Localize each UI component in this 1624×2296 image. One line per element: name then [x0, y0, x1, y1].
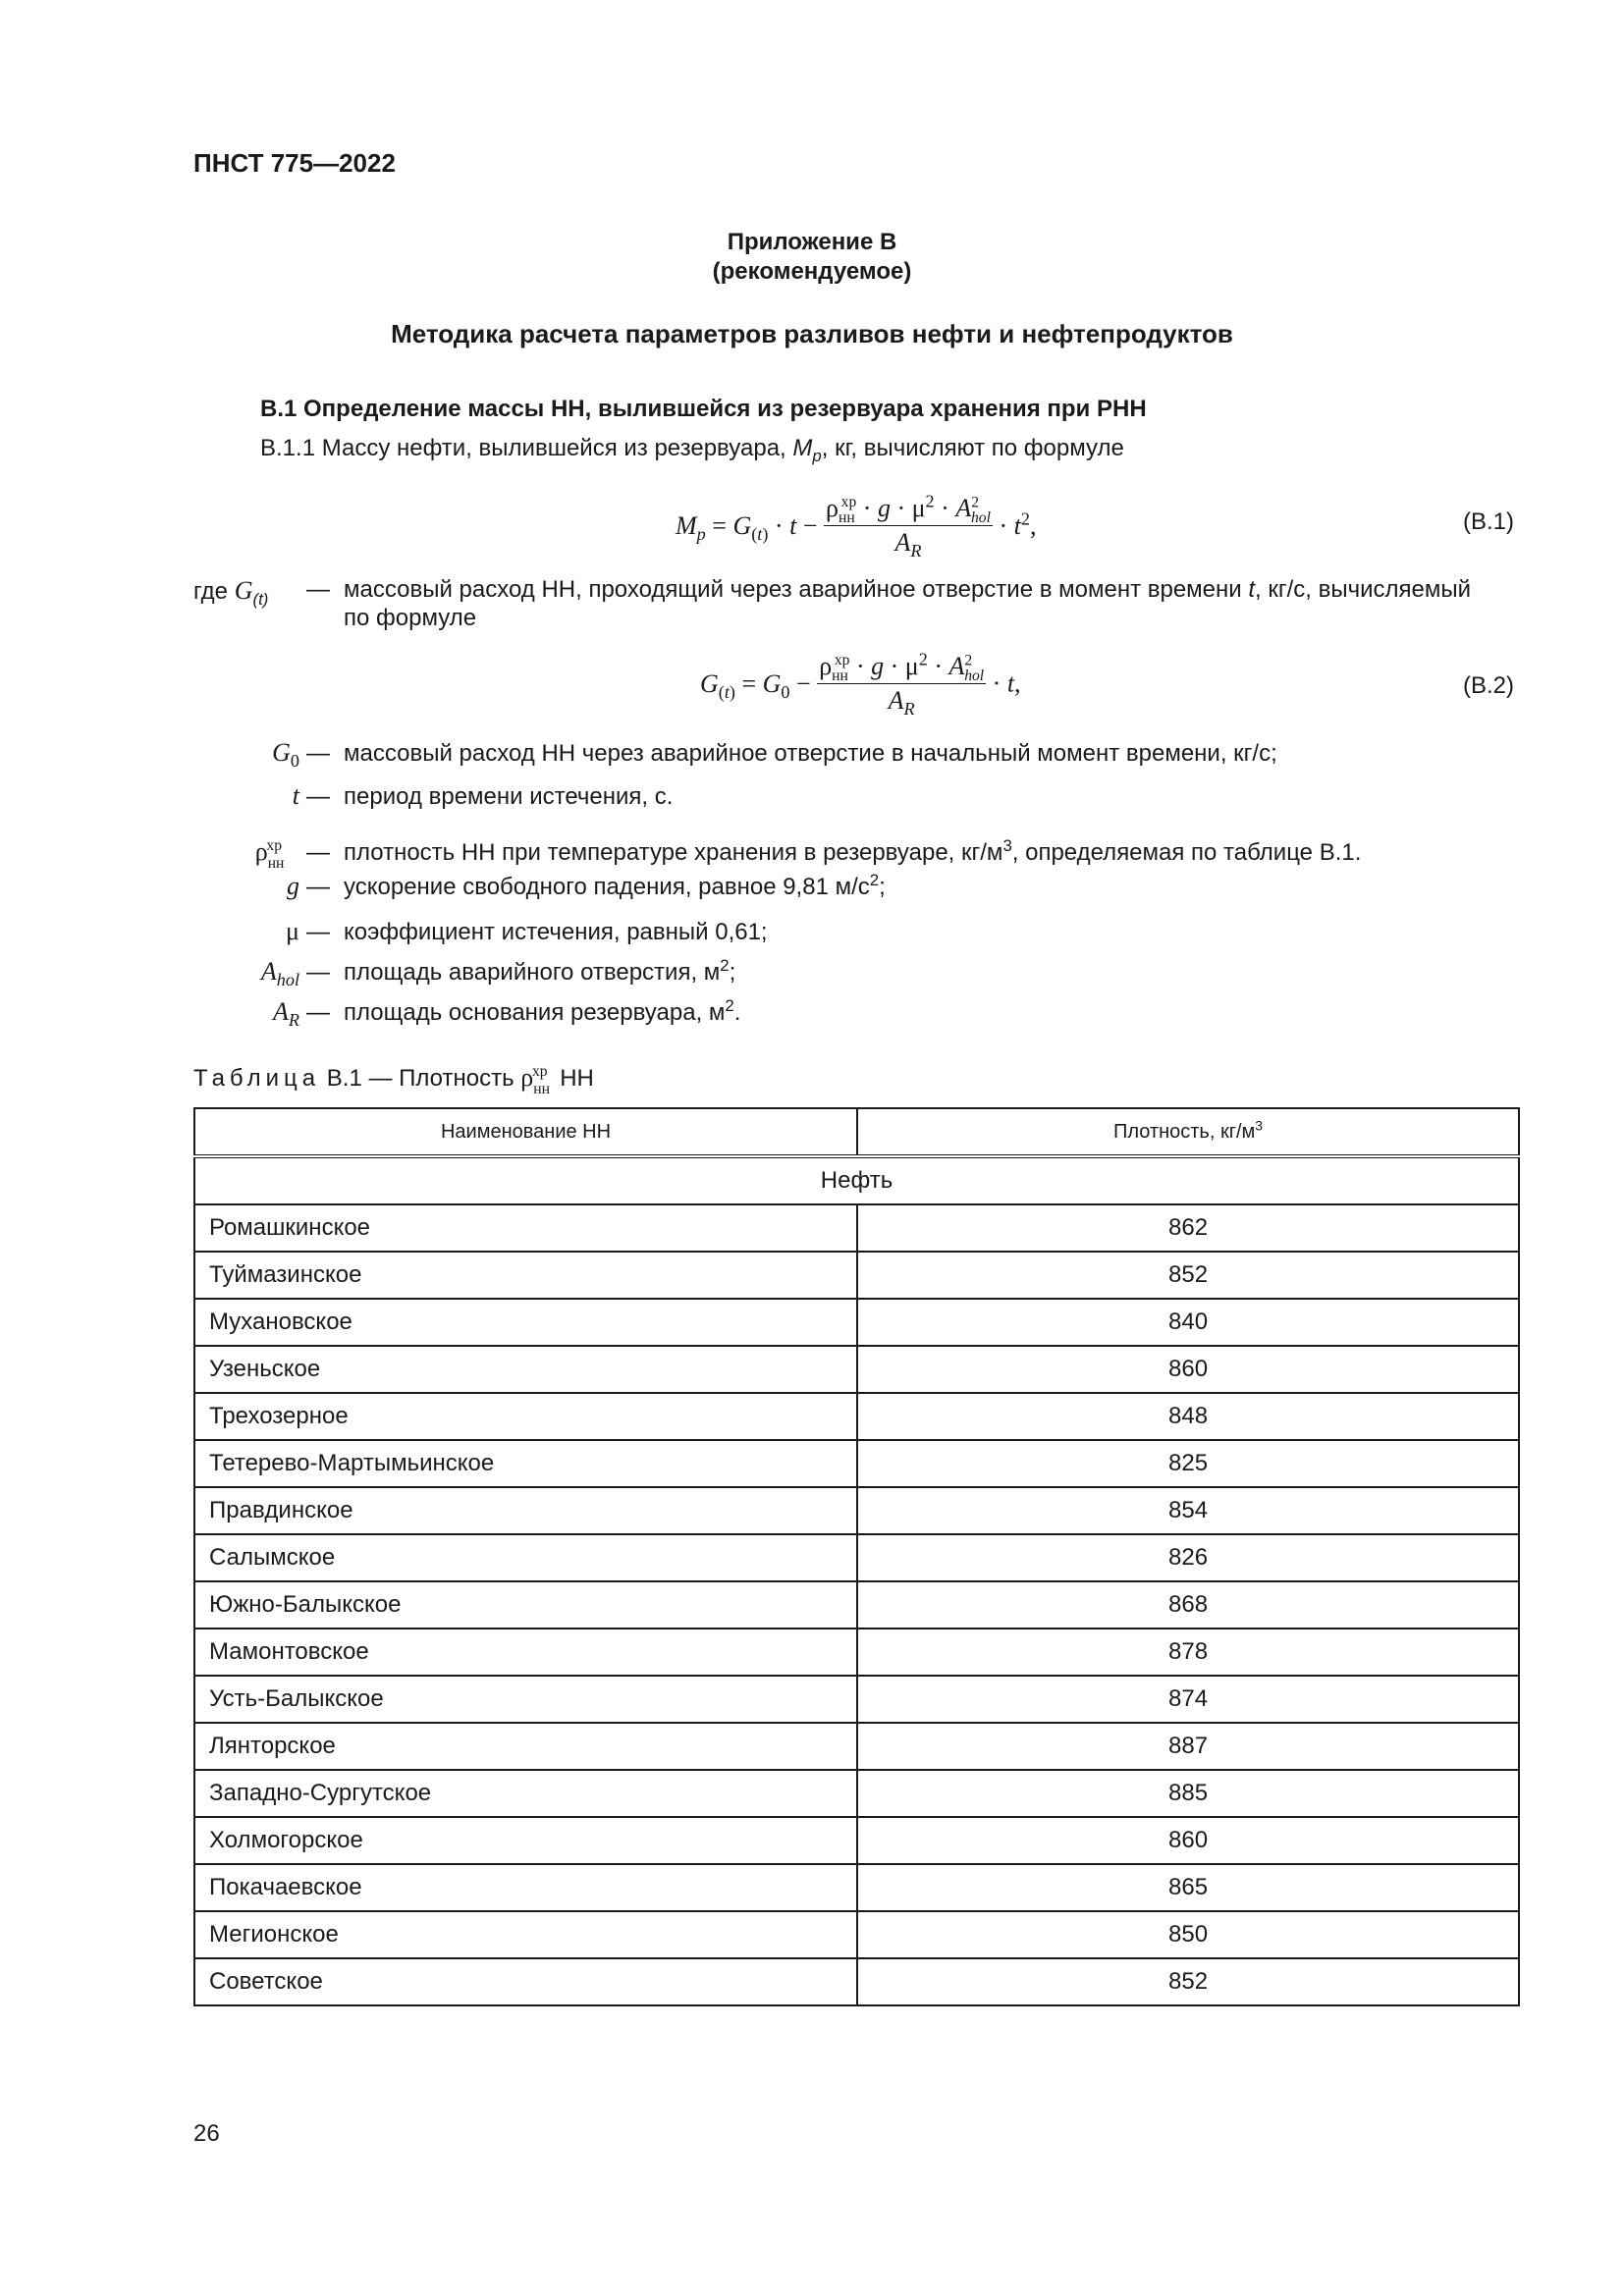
- def-g0: массовый расход НН через аварийное отверстие в начальный момент времени, кг/с;: [344, 740, 1277, 767]
- cell-density: 840: [857, 1299, 1519, 1346]
- cell-name: Ромашкинское: [194, 1204, 857, 1252]
- page-number: 26: [193, 2120, 220, 2147]
- cell-density: 887: [857, 1723, 1519, 1770]
- document-code: ПНСТ 775—2022: [193, 148, 396, 178]
- cell-density: 860: [857, 1346, 1519, 1393]
- formula-b1: $M_p = G_{(t)} \cdot t$ − $\frac{\rho_{нн}^{хр} \cdot g \cdot \mu^2 \cdot A^2_{hol}}{A_R}$ · $t^2$,: [676, 491, 1037, 561]
- sym-mu: μ: [286, 917, 299, 945]
- cell-name: Туймазинское: [194, 1252, 857, 1299]
- def-ar: площадь основания резервуара, $м^2$.: [344, 996, 741, 1026]
- cell-density: 868: [857, 1581, 1519, 1629]
- cell-name: Салымское: [194, 1534, 857, 1581]
- sym-ar: $A_R$: [272, 997, 299, 1031]
- dash: —: [306, 919, 330, 945]
- cell-density: 852: [857, 1958, 1519, 2005]
- cell-density: 852: [857, 1252, 1519, 1299]
- cell-name: Тетерево-Мартымьинское: [194, 1440, 857, 1487]
- table-group-row: [194, 1156, 1519, 1204]
- cell-name: Южно-Балыкское: [194, 1581, 857, 1629]
- table-row: [194, 1911, 1519, 1958]
- cell-density: 865: [857, 1864, 1519, 1911]
- sym-t: t: [292, 781, 299, 810]
- table-row: [194, 1676, 1519, 1723]
- col-header-name: Наименование НН: [194, 1108, 857, 1156]
- sym-g: g: [287, 872, 299, 900]
- table-row: [194, 1393, 1519, 1440]
- dash: —: [306, 959, 330, 986]
- cell-name: Советское: [194, 1958, 857, 2005]
- cell-name: Мухановское: [194, 1299, 857, 1346]
- cell-density: 848: [857, 1393, 1519, 1440]
- cell-name: Трехозерное: [194, 1393, 857, 1440]
- appendix-title: Приложение В: [727, 229, 897, 255]
- table-row: [194, 1440, 1519, 1487]
- where-prefix: где $G_{(t)}$: [193, 576, 269, 609]
- cell-density: 862: [857, 1204, 1519, 1252]
- cell-density: 885: [857, 1770, 1519, 1817]
- cell-name: Мегионское: [194, 1911, 857, 1958]
- cell-name: Правдинское: [194, 1487, 857, 1534]
- def-mu: коэффициент истечения, равный 0,61;: [344, 919, 768, 945]
- cell-density: 854: [857, 1487, 1519, 1534]
- col-header-density: Плотность, $кг/м^3$: [857, 1108, 1519, 1156]
- sym-g0: $G_0$: [272, 738, 299, 772]
- table-row: [194, 1864, 1519, 1911]
- dash: —: [306, 783, 330, 810]
- cell-density: 878: [857, 1629, 1519, 1676]
- cell-density: 860: [857, 1817, 1519, 1864]
- table-row: [194, 1581, 1519, 1629]
- table-row: [194, 1346, 1519, 1393]
- where-g-t-text-cont: по формуле: [344, 605, 477, 631]
- table-row: [194, 1958, 1519, 2005]
- formula-b2-number: (В.2): [1463, 672, 1515, 699]
- where-g-t-text: массовый расход НН, проходящий через аварийное отверстие в момент времени t, кг/с, вычисляемый: [344, 576, 1472, 603]
- def-rho: плотность НН при температуре хранения в резервуаре, $кг/м^3$, определяемая по таблице В.1.: [344, 836, 1362, 866]
- def-t: период времени истечения, с.: [344, 783, 674, 810]
- section-heading: В.1 Определение массы НН, вылившейся из резервуара хранения при РНН: [260, 396, 1147, 422]
- def-ahol: площадь аварийного отверстия, $м^2$;: [344, 956, 736, 986]
- method-title: Методика расчета параметров разливов нефти и нефтепродуктов: [391, 319, 1233, 348]
- formula-b2: $G_{(t)} = G_0$ − $\frac{\rho_{нн}^{хр} \cdot g \cdot \mu^2 \cdot A^2_{hol}}{A_R}$ · t,: [700, 649, 1021, 720]
- cell-name: Покачаевское: [194, 1864, 857, 1911]
- sym-rho: $\rho_{нн}^{хр}$: [254, 837, 285, 872]
- cell-density: 825: [857, 1440, 1519, 1487]
- cell-name: Усть-Балыкское: [194, 1676, 857, 1723]
- dash: —: [306, 874, 330, 900]
- cell-name: Западно-Сургутское: [194, 1770, 857, 1817]
- table-caption: Таблица В.1 — Плотность $\rho_{нн}^{хр}$ НН: [193, 1063, 594, 1097]
- def-g: ускорение свободного падения, равное 9,81 $м/с^2$;: [344, 871, 886, 900]
- dash: —: [306, 839, 330, 866]
- appendix-status: (рекомендуемое): [712, 258, 912, 285]
- cell-name: Мамонтовское: [194, 1629, 857, 1676]
- table-row: [194, 1770, 1519, 1817]
- table-header-row: [194, 1108, 1519, 1156]
- paragraph-b11: В.1.1 Массу нефти, вылившейся из резервуара, $M_p$, кг, вычисляют по формуле: [260, 435, 1124, 465]
- dash: —: [306, 999, 330, 1026]
- group-label: Нефть: [194, 1156, 1519, 1204]
- cell-density: 874: [857, 1676, 1519, 1723]
- dash: —: [306, 576, 330, 603]
- cell-name: Узеньское: [194, 1346, 857, 1393]
- table-row: [194, 1817, 1519, 1864]
- table-row: [194, 1252, 1519, 1299]
- table-row: [194, 1204, 1519, 1252]
- table-row: [194, 1534, 1519, 1581]
- cell-name: Лянторское: [194, 1723, 857, 1770]
- sym-ahol: $A_{hol}$: [260, 957, 299, 990]
- density-table: [193, 1107, 1520, 2006]
- cell-density: 826: [857, 1534, 1519, 1581]
- cell-name: Холмогорское: [194, 1817, 857, 1864]
- table-row: [194, 1299, 1519, 1346]
- table-row: [194, 1723, 1519, 1770]
- formula-b1-number: (В.1): [1463, 508, 1515, 535]
- table-row: [194, 1487, 1519, 1534]
- dash: —: [306, 740, 330, 767]
- cell-density: 850: [857, 1911, 1519, 1958]
- table-row: [194, 1629, 1519, 1676]
